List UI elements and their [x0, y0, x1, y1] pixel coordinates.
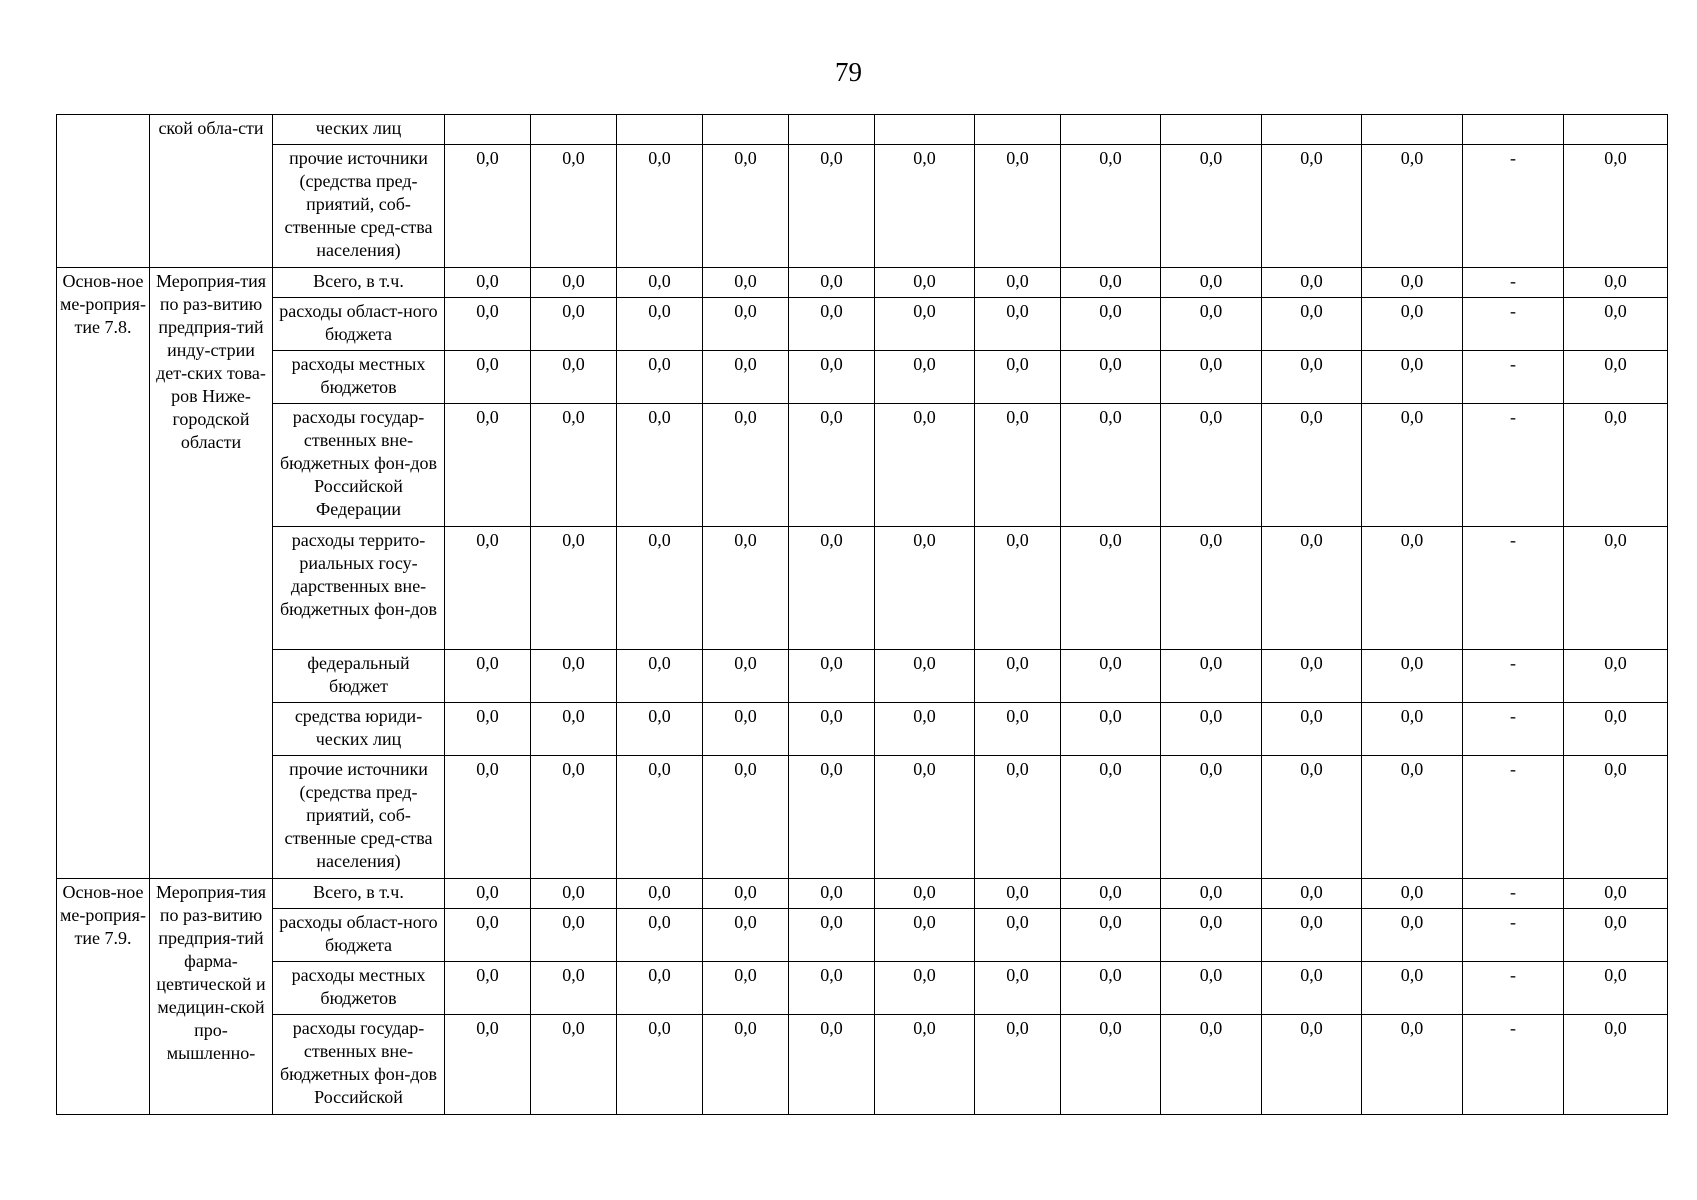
value-cell: 0,0 — [1564, 527, 1668, 650]
funding-source-label: Всего, в т.ч. — [273, 268, 445, 298]
value-cell: 0,0 — [975, 962, 1061, 1015]
value-cell: 0,0 — [1262, 703, 1362, 756]
value-cell: 0,0 — [1161, 756, 1262, 879]
value-cell: 0,0 — [975, 756, 1061, 879]
value-cell: 0,0 — [1262, 756, 1362, 879]
funding-source-label: средства юриди-ческих лиц — [273, 703, 445, 756]
value-cell: 0,0 — [703, 145, 789, 268]
value-cell: 0,0 — [789, 962, 875, 1015]
funding-source-label: Всего, в т.ч. — [273, 879, 445, 909]
value-cell: 0,0 — [703, 703, 789, 756]
value-cell: 0,0 — [617, 1015, 703, 1115]
value-cell: 0,0 — [617, 756, 703, 879]
value-cell: 0,0 — [1362, 703, 1463, 756]
value-cell: 0,0 — [789, 404, 875, 527]
value-cell: - — [1463, 527, 1564, 650]
value-cell: 0,0 — [445, 145, 531, 268]
value-cell: 0,0 — [531, 268, 617, 298]
value-cell: - — [1463, 756, 1564, 879]
value-cell: 0,0 — [975, 1015, 1061, 1115]
value-cell: 0,0 — [1564, 404, 1668, 527]
value-cell: 0,0 — [1564, 909, 1668, 962]
value-cell: 0,0 — [1362, 298, 1463, 351]
value-cell: 0,0 — [445, 351, 531, 404]
value-cell: 0,0 — [1161, 145, 1262, 268]
funding-source-label: расходы террито-риальных госу-дарственных вне-бюджетных фон-дов — [273, 527, 445, 650]
value-cell: 0,0 — [1362, 527, 1463, 650]
value-cell: 0,0 — [1161, 268, 1262, 298]
funding-source-label: расходы местных бюджетов — [273, 351, 445, 404]
value-cell: 0,0 — [1061, 962, 1161, 1015]
value-cell: 0,0 — [875, 298, 975, 351]
value-cell: 0,0 — [1564, 756, 1668, 879]
value-cell: 0,0 — [531, 756, 617, 879]
value-cell — [1362, 115, 1463, 145]
value-cell — [1463, 115, 1564, 145]
funding-source-label: прочие источники (средства пред-приятий, соб-ственные сред-ства населения) — [273, 756, 445, 879]
table-row — [57, 756, 1668, 879]
value-cell: 0,0 — [703, 962, 789, 1015]
value-cell: 0,0 — [703, 351, 789, 404]
value-cell: 0,0 — [617, 962, 703, 1015]
value-cell: 0,0 — [875, 650, 975, 703]
value-cell: 0,0 — [875, 879, 975, 909]
value-cell: 0,0 — [445, 404, 531, 527]
value-cell: 0,0 — [975, 650, 1061, 703]
value-cell: - — [1463, 351, 1564, 404]
value-cell: 0,0 — [1061, 145, 1161, 268]
value-cell: 0,0 — [1362, 351, 1463, 404]
table-row — [57, 650, 1668, 703]
value-cell — [1262, 115, 1362, 145]
value-cell: - — [1463, 1015, 1564, 1115]
value-cell: 0,0 — [531, 527, 617, 650]
value-cell: 0,0 — [1262, 268, 1362, 298]
value-cell: 0,0 — [975, 298, 1061, 351]
value-cell: 0,0 — [1362, 962, 1463, 1015]
table-row — [57, 268, 1668, 298]
value-cell: 0,0 — [789, 756, 875, 879]
value-cell: - — [1463, 879, 1564, 909]
value-cell: 0,0 — [1362, 268, 1463, 298]
table-row — [57, 1015, 1668, 1115]
value-cell: 0,0 — [1564, 650, 1668, 703]
activity-number-cell: Основ-ное ме-роприя-тие 7.9. — [57, 879, 150, 1115]
value-cell: - — [1463, 404, 1564, 527]
value-cell: 0,0 — [1061, 351, 1161, 404]
value-cell: 0,0 — [1161, 351, 1262, 404]
value-cell: 0,0 — [531, 650, 617, 703]
value-cell: 0,0 — [1161, 527, 1262, 650]
value-cell — [617, 115, 703, 145]
value-cell: 0,0 — [445, 962, 531, 1015]
value-cell: 0,0 — [1362, 145, 1463, 268]
value-cell: 0,0 — [1262, 298, 1362, 351]
value-cell: 0,0 — [975, 404, 1061, 527]
value-cell: 0,0 — [445, 756, 531, 879]
value-cell: 0,0 — [1262, 351, 1362, 404]
value-cell: 0,0 — [703, 909, 789, 962]
value-cell — [1161, 115, 1262, 145]
value-cell: 0,0 — [1362, 909, 1463, 962]
value-cell: 0,0 — [703, 404, 789, 527]
value-cell — [445, 115, 531, 145]
value-cell: 0,0 — [445, 909, 531, 962]
value-cell: 0,0 — [1161, 298, 1262, 351]
value-cell: 0,0 — [789, 909, 875, 962]
value-cell: 0,0 — [445, 703, 531, 756]
value-cell: 0,0 — [1564, 962, 1668, 1015]
value-cell: 0,0 — [703, 756, 789, 879]
table-row — [57, 703, 1668, 756]
value-cell: 0,0 — [1362, 1015, 1463, 1115]
value-cell: - — [1463, 268, 1564, 298]
value-cell: 0,0 — [1061, 909, 1161, 962]
value-cell: 0,0 — [617, 703, 703, 756]
value-cell: 0,0 — [1564, 351, 1668, 404]
funding-source-label: федеральный бюджет — [273, 650, 445, 703]
value-cell: 0,0 — [789, 527, 875, 650]
activity-name-cell: Мероприя-тия по раз-витию предприя-тий инду-стрии дет-ских това-ров Ниже-городской области — [150, 268, 273, 879]
value-cell: 0,0 — [531, 703, 617, 756]
value-cell: 0,0 — [1262, 909, 1362, 962]
value-cell: 0,0 — [445, 879, 531, 909]
activity-name-cell: ской обла-сти — [150, 115, 273, 268]
value-cell: 0,0 — [617, 404, 703, 527]
value-cell: 0,0 — [1161, 962, 1262, 1015]
value-cell: 0,0 — [1262, 1015, 1362, 1115]
value-cell: 0,0 — [1061, 756, 1161, 879]
value-cell: 0,0 — [975, 268, 1061, 298]
value-cell: 0,0 — [1061, 703, 1161, 756]
value-cell: 0,0 — [1362, 879, 1463, 909]
value-cell: 0,0 — [789, 298, 875, 351]
value-cell: 0,0 — [1262, 527, 1362, 650]
activity-number-cell: Основ-ное ме-роприя-тие 7.8. — [57, 268, 150, 879]
table-row — [57, 145, 1668, 268]
value-cell: 0,0 — [531, 298, 617, 351]
value-cell: 0,0 — [1262, 962, 1362, 1015]
funding-source-label: ческих лиц — [273, 115, 445, 145]
value-cell: 0,0 — [1262, 650, 1362, 703]
table-row — [57, 351, 1668, 404]
table-row — [57, 115, 1668, 145]
table-row — [57, 404, 1668, 527]
value-cell: 0,0 — [789, 703, 875, 756]
value-cell: 0,0 — [875, 703, 975, 756]
value-cell: 0,0 — [1362, 756, 1463, 879]
value-cell — [1564, 115, 1668, 145]
table-row — [57, 298, 1668, 351]
value-cell: 0,0 — [875, 268, 975, 298]
value-cell: 0,0 — [875, 351, 975, 404]
value-cell: 0,0 — [531, 404, 617, 527]
value-cell: 0,0 — [1161, 650, 1262, 703]
value-cell: 0,0 — [617, 145, 703, 268]
value-cell: 0,0 — [789, 351, 875, 404]
table-row — [57, 527, 1668, 650]
value-cell: 0,0 — [789, 145, 875, 268]
value-cell: 0,0 — [875, 1015, 975, 1115]
value-cell — [789, 115, 875, 145]
value-cell: 0,0 — [703, 527, 789, 650]
value-cell: 0,0 — [1564, 298, 1668, 351]
value-cell: 0,0 — [531, 909, 617, 962]
activity-name-cell: Мероприя-тия по раз-витию предприя-тий фарма-цевтической и медицин-ской про-мышленно- — [150, 879, 273, 1115]
value-cell: 0,0 — [1061, 527, 1161, 650]
value-cell: 0,0 — [875, 756, 975, 879]
value-cell: 0,0 — [1161, 703, 1262, 756]
value-cell: - — [1463, 298, 1564, 351]
value-cell: - — [1463, 703, 1564, 756]
value-cell: 0,0 — [1161, 404, 1262, 527]
funding-source-label: расходы местных бюджетов — [273, 962, 445, 1015]
activity-cell — [57, 115, 150, 268]
value-cell: 0,0 — [1564, 1015, 1668, 1115]
value-cell: 0,0 — [531, 351, 617, 404]
value-cell: 0,0 — [975, 351, 1061, 404]
value-cell — [875, 115, 975, 145]
table-row — [57, 909, 1668, 962]
funding-source-label: расходы област-ного бюджета — [273, 298, 445, 351]
value-cell: 0,0 — [617, 650, 703, 703]
funding-source-label: прочие источники (средства пред-приятий, соб-ственные сред-ства населения) — [273, 145, 445, 268]
value-cell: 0,0 — [875, 527, 975, 650]
value-cell: 0,0 — [531, 1015, 617, 1115]
table-row — [57, 962, 1668, 1015]
value-cell: 0,0 — [975, 909, 1061, 962]
value-cell: 0,0 — [445, 650, 531, 703]
value-cell: 0,0 — [789, 1015, 875, 1115]
value-cell: 0,0 — [975, 145, 1061, 268]
value-cell: 0,0 — [1061, 1015, 1161, 1115]
value-cell: 0,0 — [1564, 703, 1668, 756]
value-cell: 0,0 — [1564, 145, 1668, 268]
value-cell: 0,0 — [1161, 909, 1262, 962]
value-cell: 0,0 — [445, 527, 531, 650]
budget-table — [56, 114, 1668, 1115]
value-cell: 0,0 — [975, 879, 1061, 909]
funding-source-label: расходы государ-ственных вне-бюджетных фон-дов Российской Федерации — [273, 404, 445, 527]
value-cell: - — [1463, 145, 1564, 268]
value-cell: 0,0 — [1061, 404, 1161, 527]
page-number: 79 — [835, 57, 862, 87]
value-cell: 0,0 — [1161, 1015, 1262, 1115]
value-cell — [531, 115, 617, 145]
value-cell: 0,0 — [975, 703, 1061, 756]
value-cell: 0,0 — [617, 268, 703, 298]
value-cell: 0,0 — [875, 404, 975, 527]
value-cell: 0,0 — [445, 268, 531, 298]
value-cell: - — [1463, 650, 1564, 703]
value-cell: 0,0 — [1061, 650, 1161, 703]
value-cell: 0,0 — [1061, 268, 1161, 298]
value-cell: 0,0 — [703, 650, 789, 703]
value-cell: 0,0 — [1564, 879, 1668, 909]
value-cell: 0,0 — [1362, 404, 1463, 527]
value-cell: 0,0 — [617, 351, 703, 404]
value-cell: 0,0 — [445, 1015, 531, 1115]
value-cell: 0,0 — [875, 962, 975, 1015]
value-cell: 0,0 — [1262, 879, 1362, 909]
value-cell: 0,0 — [1262, 145, 1362, 268]
funding-source-label: расходы област-ного бюджета — [273, 909, 445, 962]
value-cell: 0,0 — [875, 145, 975, 268]
value-cell: 0,0 — [789, 268, 875, 298]
value-cell: 0,0 — [617, 879, 703, 909]
value-cell: 0,0 — [1362, 650, 1463, 703]
value-cell — [703, 115, 789, 145]
value-cell: 0,0 — [617, 527, 703, 650]
value-cell: 0,0 — [1161, 879, 1262, 909]
value-cell: 0,0 — [1061, 298, 1161, 351]
value-cell — [975, 115, 1061, 145]
value-cell: - — [1463, 962, 1564, 1015]
value-cell: 0,0 — [617, 298, 703, 351]
value-cell: 0,0 — [531, 145, 617, 268]
value-cell: 0,0 — [975, 527, 1061, 650]
funding-source-label: расходы государ-ственных вне-бюджетных фон-дов Российской — [273, 1015, 445, 1115]
value-cell: 0,0 — [445, 298, 531, 351]
value-cell: 0,0 — [703, 879, 789, 909]
value-cell: 0,0 — [789, 879, 875, 909]
value-cell: 0,0 — [1061, 879, 1161, 909]
value-cell: 0,0 — [1564, 268, 1668, 298]
value-cell: - — [1463, 909, 1564, 962]
value-cell: 0,0 — [875, 909, 975, 962]
value-cell: 0,0 — [1262, 404, 1362, 527]
value-cell: 0,0 — [703, 268, 789, 298]
value-cell — [1061, 115, 1161, 145]
value-cell: 0,0 — [703, 298, 789, 351]
value-cell: 0,0 — [703, 1015, 789, 1115]
value-cell: 0,0 — [531, 962, 617, 1015]
value-cell: 0,0 — [617, 909, 703, 962]
value-cell: 0,0 — [789, 650, 875, 703]
table-row — [57, 879, 1668, 909]
value-cell: 0,0 — [531, 879, 617, 909]
